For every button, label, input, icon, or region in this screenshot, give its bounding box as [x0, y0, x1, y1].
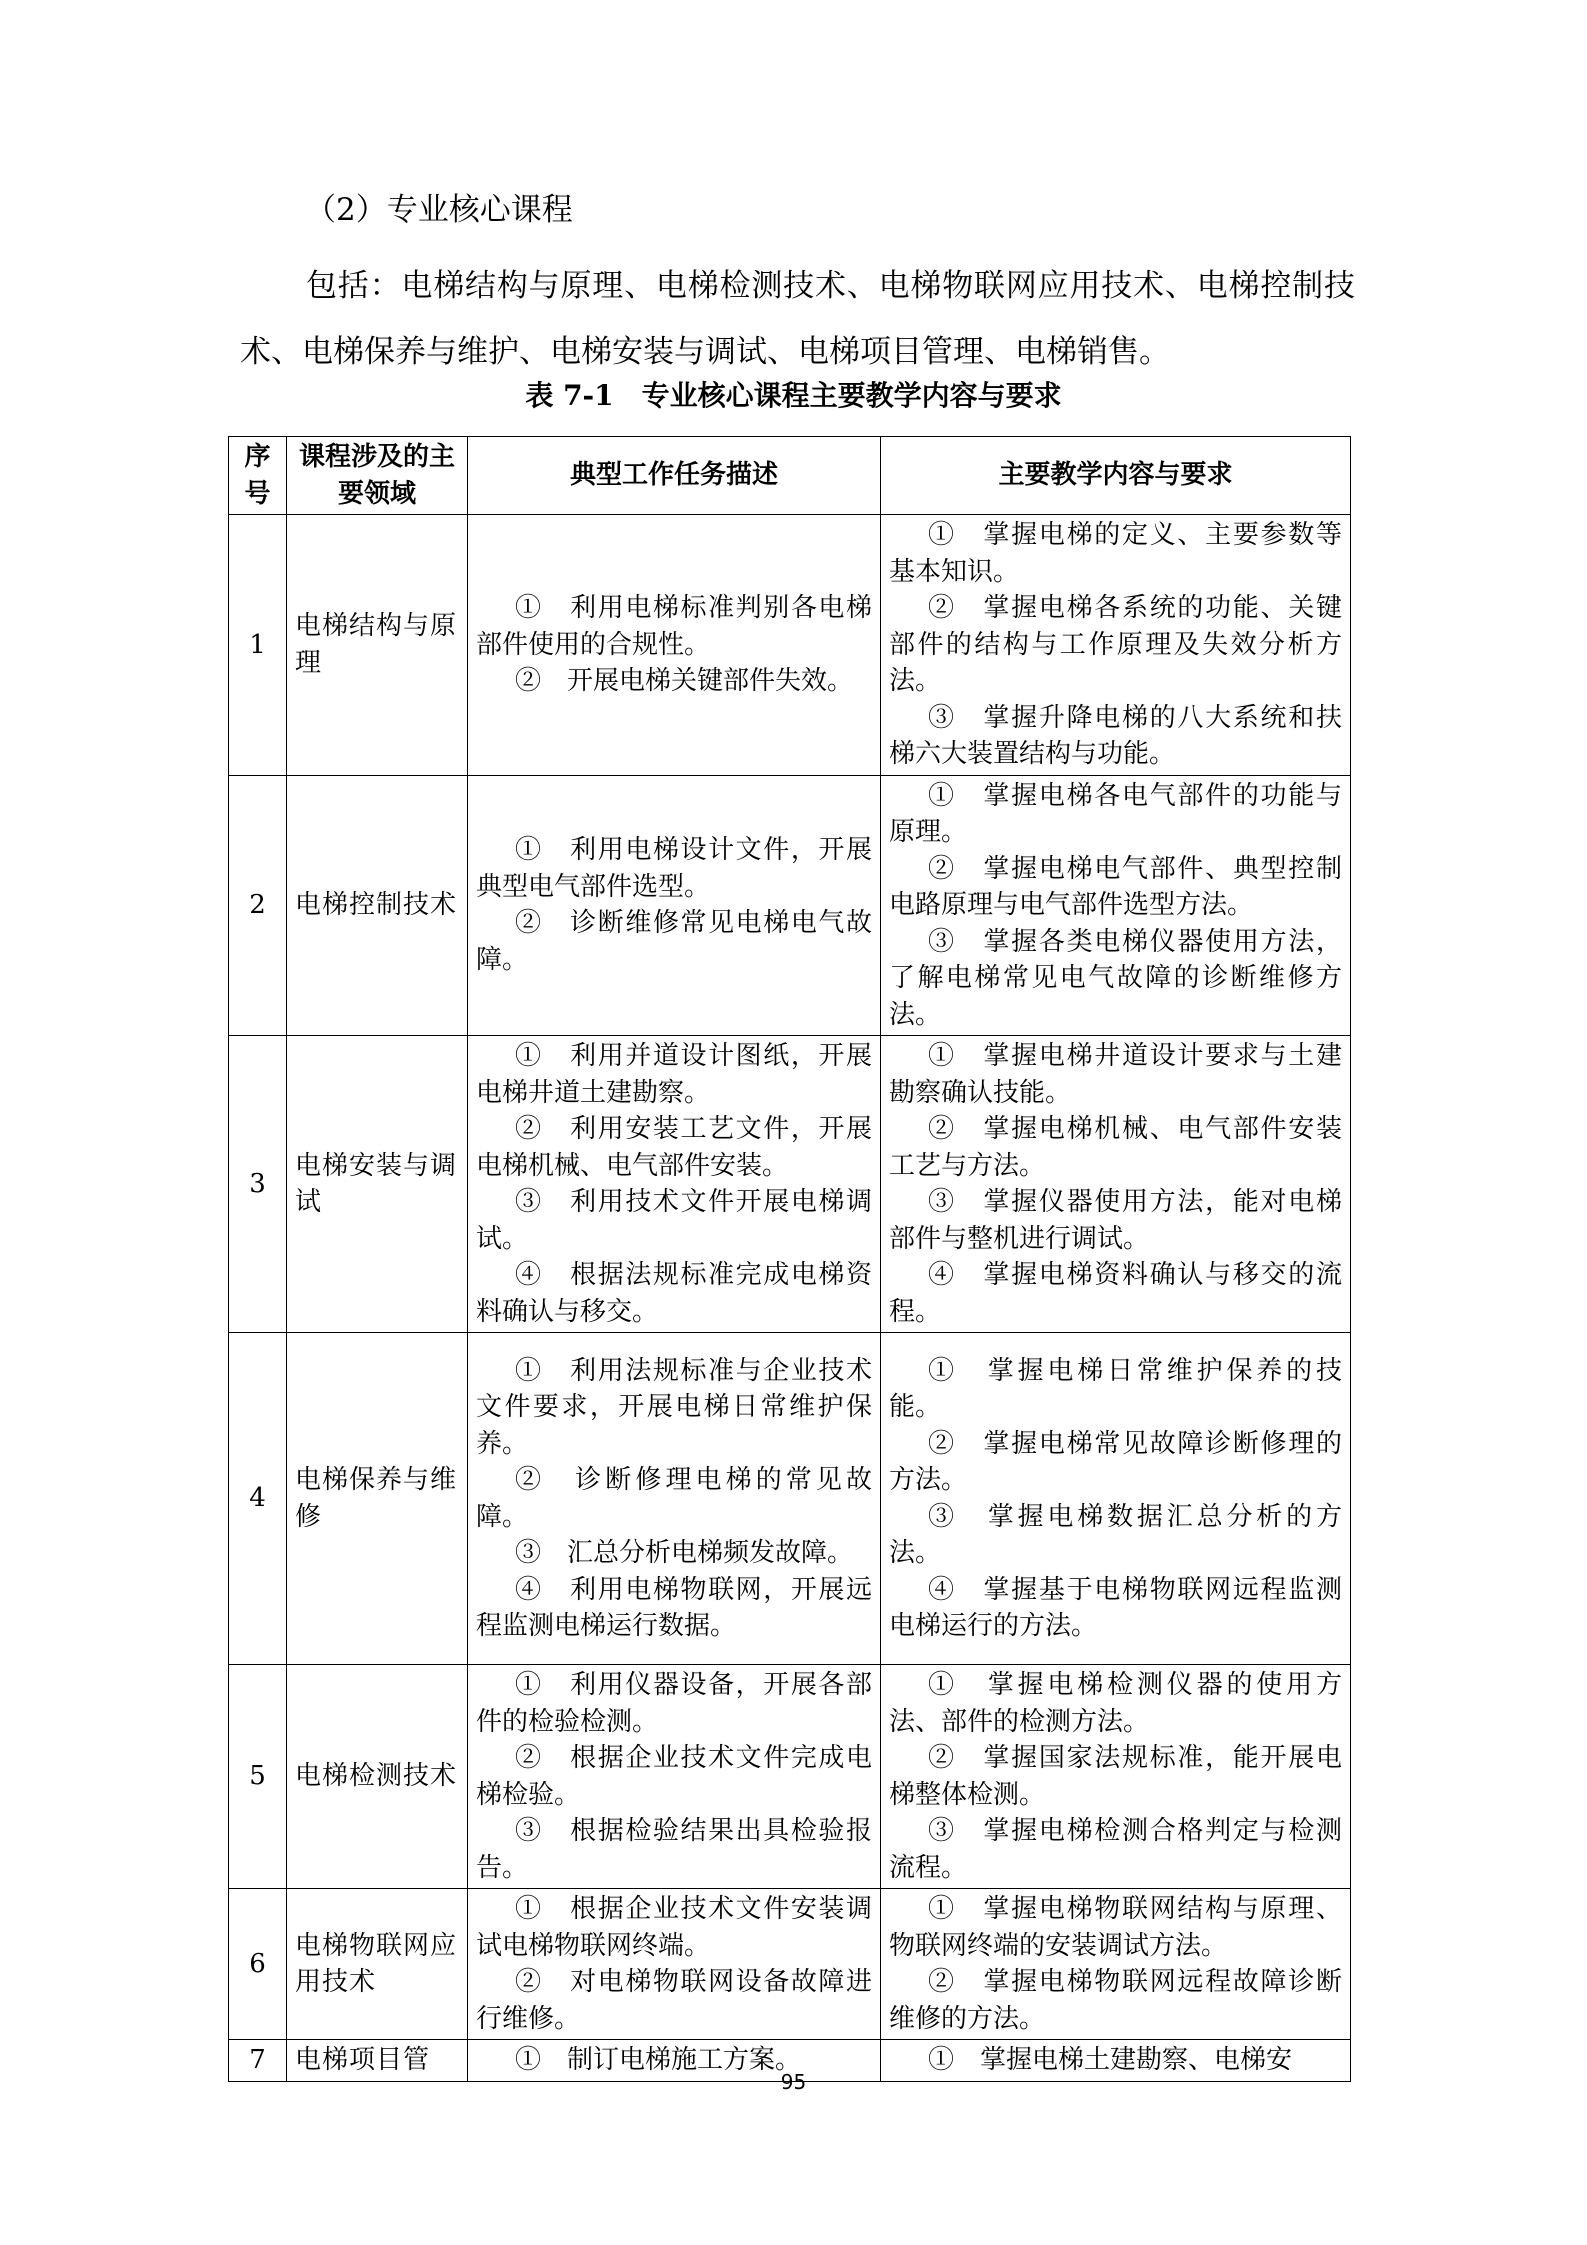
content-item: ① 掌握电梯检测仪器的使用方法、部件的检测方法。: [889, 1670, 1342, 1737]
content-item: ① 掌握电梯各电气部件的功能与原理。: [889, 780, 1342, 847]
task-cell: [468, 1889, 881, 2040]
task-item: ③ 利用技术文件开展电梯调试。: [476, 1187, 872, 1254]
content-item: ② 掌握电梯各系统的功能、关键部件的结构与工作原理及失效分析方法。: [889, 593, 1342, 696]
content-cell: [881, 1036, 1351, 1333]
task-cell: [468, 515, 881, 776]
content-item: ③ 掌握电梯检测合格判定与检测流程。: [889, 1816, 1342, 1883]
task-item: ① 利用法规标准与企业技术文件要求，开展电梯日常维护保养。: [476, 1355, 872, 1459]
task-item: ② 根据企业技术文件完成电梯检验。: [476, 1743, 872, 1810]
course-area: 电梯安装与调试: [287, 1036, 468, 1333]
content-cell: [881, 1665, 1351, 1889]
row-number: 2: [229, 775, 287, 1036]
course-area: 电梯物联网应用技术: [287, 1889, 468, 2040]
content-item: ④ 掌握基于电梯物联网远程监测电梯运行的方法。: [889, 1574, 1342, 1641]
task-item: ① 利用电梯标准判别各电梯部件使用的合规性。: [476, 593, 872, 660]
content-cell: [881, 515, 1351, 776]
table-row: [229, 1889, 1351, 2040]
task-item: ② 开展电梯关键部件失效。: [515, 666, 854, 696]
task-cell: [468, 1036, 881, 1333]
table-row: [229, 1665, 1351, 1889]
task-cell: [468, 775, 881, 1036]
table-row: [229, 775, 1351, 1036]
table-row: [229, 515, 1351, 776]
header-area: 课程涉及的主要领域: [287, 437, 468, 515]
task-item: ② 诊断修理电梯的常见故障。: [476, 1465, 872, 1532]
row-number: 3: [229, 1036, 287, 1333]
task-item: ② 利用安装工艺文件，开展电梯机械、电气部件安装。: [476, 1114, 872, 1181]
task-item: ④ 根据法规标准完成电梯资料确认与移交。: [476, 1260, 872, 1327]
content-item: ① 掌握电梯土建勘察、电梯安: [928, 2045, 1293, 2076]
task-item: ③ 根据检验结果出具检验报告。: [476, 1816, 872, 1883]
course-area: 电梯保养与维修: [287, 1333, 468, 1665]
content-item: ② 掌握电梯电气部件、典型控制电路原理与电气部件选型方法。: [889, 853, 1342, 920]
course-area: 电梯检测技术: [287, 1665, 468, 1889]
task-cell: [468, 1333, 881, 1665]
course-table: [228, 436, 1351, 2082]
course-area: 电梯控制技术: [287, 775, 468, 1036]
content-item: ① 掌握电梯物联网结构与原理、物联网终端的安装调试方法。: [889, 1894, 1342, 1961]
header-content: 主要教学内容与要求: [881, 437, 1351, 515]
task-item: ② 对电梯物联网设备故障进行维修。: [476, 1967, 872, 2034]
content-item: ③ 掌握升降电梯的八大系统和扶梯六大装置结构与功能。: [889, 702, 1342, 769]
page-number: 95: [780, 2070, 807, 2094]
content-item: ② 掌握国家法规标准，能开展电梯整体检测。: [889, 1743, 1342, 1810]
header-num: 序号: [229, 437, 287, 515]
row-number: 7: [229, 2040, 287, 2082]
row-number: 5: [229, 1665, 287, 1889]
content-item: ① 掌握电梯日常维护保养的技能。: [889, 1355, 1342, 1422]
course-area: 电梯结构与原理: [287, 515, 468, 776]
intro-paragraph: 包括：电梯结构与原理、电梯检测技术、电梯物联网应用技术、电梯控制技术、电梯保养与维护、电梯安装与调试、电梯项目管理、电梯销售。: [240, 268, 1355, 370]
task-item: ① 利用并道设计图纸，开展电梯井道土建勘察。: [476, 1041, 872, 1108]
content-item: ③ 掌握电梯数据汇总分析的方法。: [889, 1501, 1342, 1568]
task-item: ① 利用仪器设备，开展各部件的检验检测。: [476, 1670, 872, 1737]
content-cell: [881, 1333, 1351, 1665]
table-header-row: [229, 437, 1351, 515]
content-item: ② 掌握电梯物联网远程故障诊断维修的方法。: [889, 1967, 1342, 2034]
task-item: ① 制订电梯施工方案。: [515, 2045, 802, 2076]
content-item: ③ 掌握仪器使用方法，能对电梯部件与整机进行调试。: [889, 1187, 1342, 1254]
task-item: ④ 利用电梯物联网，开展远程监测电梯运行数据。: [476, 1574, 872, 1641]
row-number: 1: [229, 515, 287, 776]
content-item: ② 掌握电梯机械、电气部件安装工艺与方法。: [889, 1114, 1342, 1181]
task-cell: [468, 1665, 881, 1889]
content-item: ① 掌握电梯的定义、主要参数等基本知识。: [889, 520, 1342, 587]
task-item: ① 根据企业技术文件安装调试电梯物联网终端。: [476, 1894, 872, 1961]
content-item: ③ 掌握各类电梯仪器使用方法，了解电梯常见电气故障的诊断维修方法。: [889, 926, 1342, 1030]
content-item: ② 掌握电梯常见故障诊断修理的方法。: [889, 1428, 1342, 1495]
table-row: [229, 1333, 1351, 1665]
content-cell: [881, 1889, 1351, 2040]
task-item: ② 诊断维修常见电梯电气故障。: [476, 908, 872, 975]
content-cell: [881, 775, 1351, 1036]
course-area: 电梯项目管: [287, 2040, 468, 2082]
row-number: 6: [229, 1889, 287, 2040]
table-caption: 表 7-1 专业核心课程主要教学内容与要求: [525, 379, 1062, 412]
section-heading: （2）专业核心课程: [305, 192, 573, 228]
row-number: 4: [229, 1333, 287, 1665]
content-item: ① 掌握电梯井道设计要求与土建勘察确认技能。: [889, 1041, 1342, 1108]
task-item: ③ 汇总分析电梯频发故障。: [515, 1538, 854, 1568]
table-row: [229, 1036, 1351, 1333]
task-item: ① 利用电梯设计文件，开展典型电气部件选型。: [476, 835, 872, 902]
header-tasks: 典型工作任务描述: [468, 437, 881, 515]
content-item: ④ 掌握电梯资料确认与移交的流程。: [889, 1260, 1342, 1327]
